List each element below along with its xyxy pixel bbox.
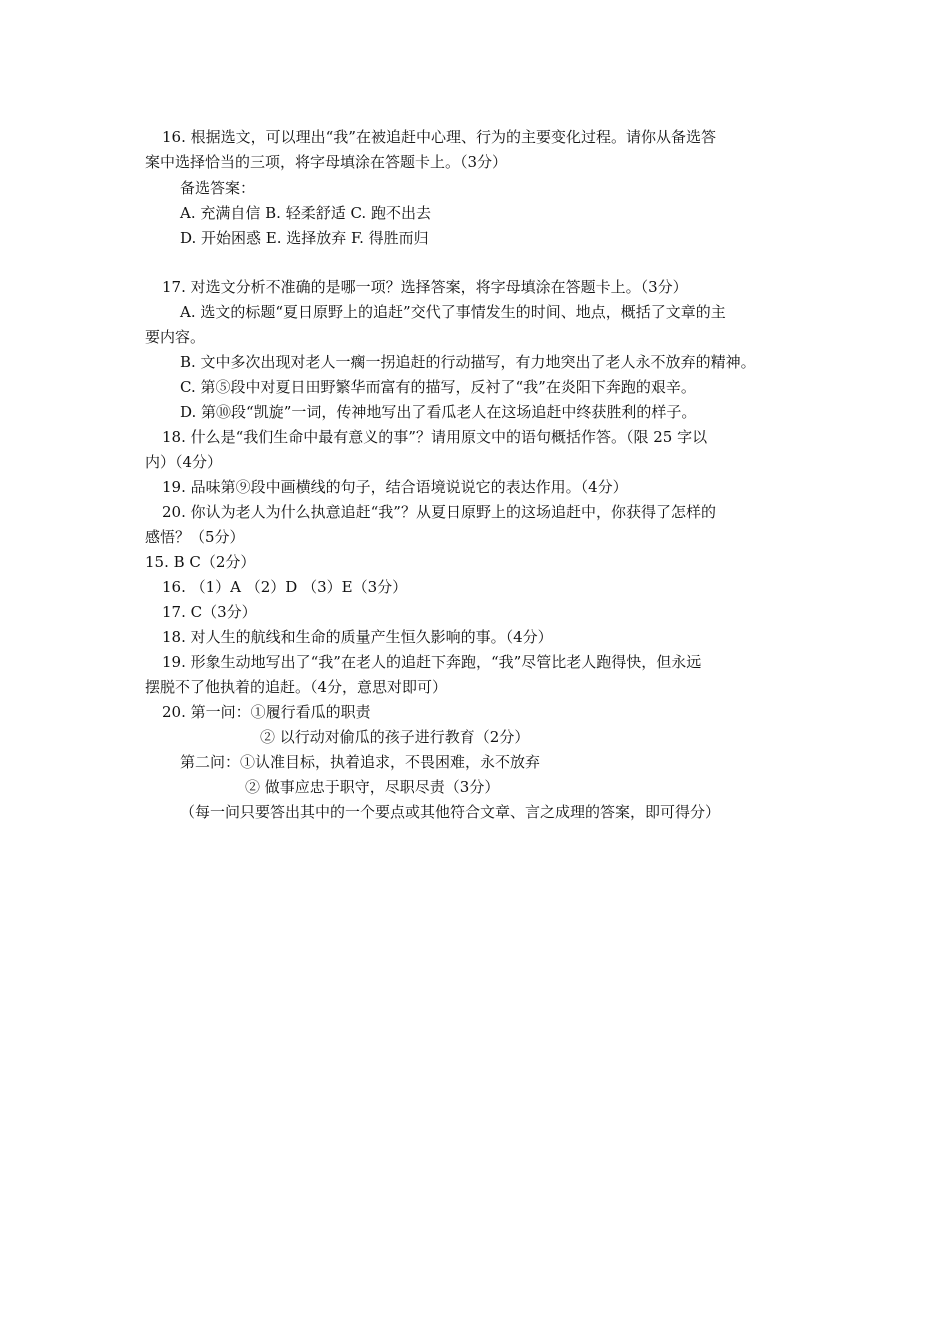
q17-line: 17. 对选文分析不准确的是哪一项？选择答案，将字母填涂在答题卡上。（3分） bbox=[162, 278, 688, 296]
q16-options-label: 备选答案： bbox=[180, 179, 256, 197]
answer-20-q1-point-2: ② 以行动对偷瓜的孩子进行教育（2分） bbox=[260, 728, 530, 746]
q16-line-2: 案中选择恰当的三项，将字母填涂在答题卡上。（3分） bbox=[145, 153, 508, 171]
q17-option-b: B. 文中多次出现对老人一瘸一拐追赶的行动描写，有力地突出了老人永不放弃的精神。 bbox=[180, 353, 756, 371]
answer-16: 16. （1）A （2）D （3）E（3分） bbox=[162, 578, 408, 596]
q20-line-2: 感悟？（5分） bbox=[145, 528, 245, 546]
answer-19-line-1: 19. 形象生动地写出了“我”在老人的追赶下奔跑，“我”尽管比老人跑得快，但永远 bbox=[162, 653, 702, 671]
q16-options-row-1: A. 充满自信 B. 轻柔舒适 C. 跑不出去 bbox=[180, 204, 431, 222]
answer-15: 15. B C（2分） bbox=[145, 553, 256, 571]
q17-option-d: D. 第⑩段“凯旋”一词，传神地写出了看瓜老人在这场追赶中终获胜利的样子。 bbox=[180, 403, 697, 421]
answer-18: 18. 对人生的航线和生命的质量产生恒久影响的事。（4分） bbox=[162, 628, 553, 646]
answer-20-note: （每一问只要答出其中的一个要点或其他符合文章、言之成理的答案，即可得分） bbox=[180, 803, 721, 821]
q18-line-1: 18. 什么是“我们生命中最有意义的事”？请用原文中的语句概括作答。（限 25 字以 bbox=[162, 428, 708, 446]
answer-19-line-2: 摆脱不了他执着的追赶。（4分，意思对即可） bbox=[145, 678, 448, 696]
q16-line-1: 16. 根据选文，可以理出“我”在被追赶中心理、行为的主要变化过程。请你从备选答 bbox=[162, 128, 716, 146]
q18-line-2: 内）（4分） bbox=[145, 453, 223, 471]
answer-17: 17. C（3分） bbox=[162, 603, 257, 621]
q17-option-a-line-2: 要内容。 bbox=[145, 328, 206, 346]
q17-option-c: C. 第⑤段中对夏日田野繁华而富有的描写，反衬了“我”在炎阳下奔跑的艰辛。 bbox=[180, 378, 696, 396]
q19-line: 19. 品味第⑨段中画横线的句子，结合语境说说它的表达作用。（4分） bbox=[162, 478, 628, 496]
answer-20-q2-point-2: ② 做事应忠于职守，尽职尽责（3分） bbox=[245, 778, 500, 796]
q16-options-row-2: D. 开始困惑 E. 选择放弃 F. 得胜而归 bbox=[180, 229, 429, 247]
answer-20-q1-point-1: 20. 第一问：①履行看瓜的职责 bbox=[162, 703, 371, 721]
answer-20-q2-point-1: 第二问：①认准目标，执着追求，不畏困难，永不放弃 bbox=[180, 753, 541, 771]
q20-line-1: 20. 你认为老人为什么执意追赶“我”？从夏日原野上的这场追赶中，你获得了怎样的 bbox=[162, 503, 716, 521]
q17-option-a-line-1: A. 选文的标题“夏日原野上的追赶”交代了事情发生的时间、地点，概括了文章的主 bbox=[180, 303, 726, 321]
